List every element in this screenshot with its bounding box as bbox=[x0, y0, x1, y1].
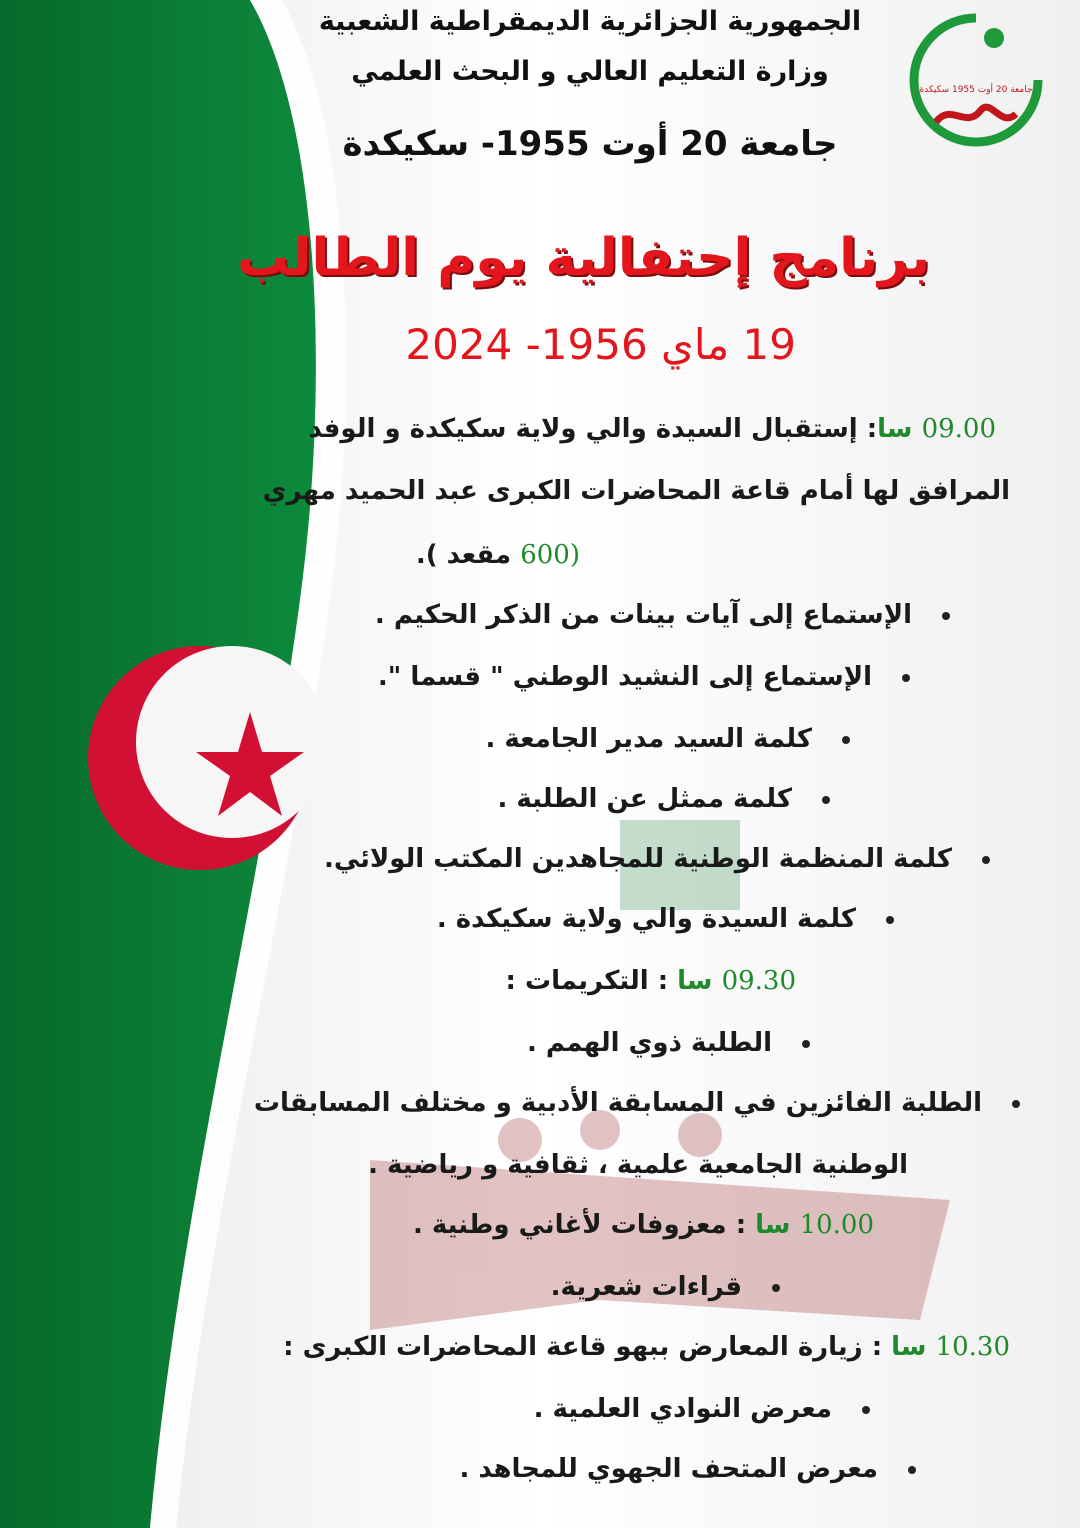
section-2-heading: 09.30 سا : التكريمات : bbox=[505, 966, 796, 996]
seat-count: (600 bbox=[520, 540, 580, 570]
time-label: 10.30 bbox=[935, 1332, 1010, 1362]
section-text: التكريمات : bbox=[505, 966, 649, 996]
list-item-continued: الوطنية الجامعية علمية ، ثقافية و رياضية . bbox=[368, 1150, 908, 1180]
list-item: كلمة السيدة والي ولاية سكيكدة . bbox=[437, 904, 894, 934]
list-item: الطلبة الفائزين في المسابقة الأدبية و مختلف المسابقات bbox=[254, 1088, 1020, 1118]
list-item: كلمة ممثل عن الطلبة . bbox=[497, 784, 830, 814]
bullet-icon bbox=[822, 796, 830, 804]
time-label: 09.00 bbox=[921, 414, 996, 444]
list-item: معرض النوادي العلمية . bbox=[534, 1394, 870, 1424]
bullet-icon bbox=[1012, 1100, 1020, 1108]
section-1-heading: 09.00 سا: إستقبال السيدة والي ولاية سكيكدة و الوفد bbox=[308, 414, 996, 444]
logo-swoosh bbox=[914, 18, 1038, 142]
logo-text: جامعة 20 أوت 1955 سكيكدة bbox=[919, 85, 1033, 95]
section-1-line2: المرافق لها أمام قاعة المحاضرات الكبرى عبد الحميد مهري bbox=[262, 476, 1010, 506]
section-text: إستقبال السيدة والي ولاية سكيكدة و الوفد bbox=[308, 414, 858, 444]
bullet-icon bbox=[942, 612, 950, 620]
time-label: 09.30 bbox=[721, 966, 796, 996]
section-4-heading: 10.30 سا : زيارة المعارض ببهو قاعة المحاضرات الكبرى : bbox=[283, 1332, 1010, 1362]
bullet-icon bbox=[902, 674, 910, 682]
time-unit: سا bbox=[891, 1332, 927, 1362]
seat-label: مقعد ). bbox=[415, 540, 512, 570]
time-label: 10.00 bbox=[799, 1210, 874, 1240]
bullet-icon bbox=[982, 856, 990, 864]
list-item: الإستماع إلى النشيد الوطني " قسما ". bbox=[378, 662, 910, 692]
list-item: معرض المتحف الجهوي للمجاهد . bbox=[460, 1454, 917, 1484]
event-date: 19 ماي 1956- 2024 bbox=[405, 320, 796, 369]
time-unit: سا bbox=[677, 966, 713, 996]
header-republic: الجمهورية الجزائرية الديمقراطية الشعبية bbox=[318, 6, 862, 37]
section-text: معزوفات لأغاني وطنية . bbox=[412, 1210, 727, 1240]
time-unit: سا bbox=[877, 414, 913, 444]
bullet-icon bbox=[842, 736, 850, 744]
bullet-icon bbox=[772, 1284, 780, 1292]
header-ministry: وزارة التعليم العالي و البحث العلمي bbox=[351, 56, 829, 87]
bullet-icon bbox=[862, 1406, 870, 1414]
list-item: قراءات شعرية. bbox=[551, 1272, 780, 1302]
university-logo-icon bbox=[906, 10, 1046, 150]
bullet-icon bbox=[908, 1466, 916, 1474]
header-university: جامعة 20 أوت 1955- سكيكدة bbox=[342, 124, 838, 164]
time-unit: سا bbox=[755, 1210, 791, 1240]
list-item: الطلبة ذوي الهمم . bbox=[527, 1028, 810, 1058]
bullet-icon bbox=[886, 916, 894, 924]
list-item: الإستماع إلى آيات بينات من الذكر الحكيم . bbox=[375, 600, 950, 630]
section-1-line3 bbox=[416, 540, 580, 570]
section-text: زيارة المعارض ببهو قاعة المحاضرات الكبرى : bbox=[283, 1332, 863, 1362]
section-3-heading: 10.00 سا : معزوفات لأغاني وطنية . bbox=[412, 1210, 874, 1240]
program-title: برنامج إحتفالية يوم الطالب bbox=[236, 228, 930, 288]
list-item: كلمة السيد مدير الجامعة . bbox=[485, 724, 850, 754]
bullet-icon bbox=[802, 1040, 810, 1048]
list-item: كلمة المنظمة الوطنية للمجاهدين المكتب الولائي. bbox=[324, 844, 990, 874]
